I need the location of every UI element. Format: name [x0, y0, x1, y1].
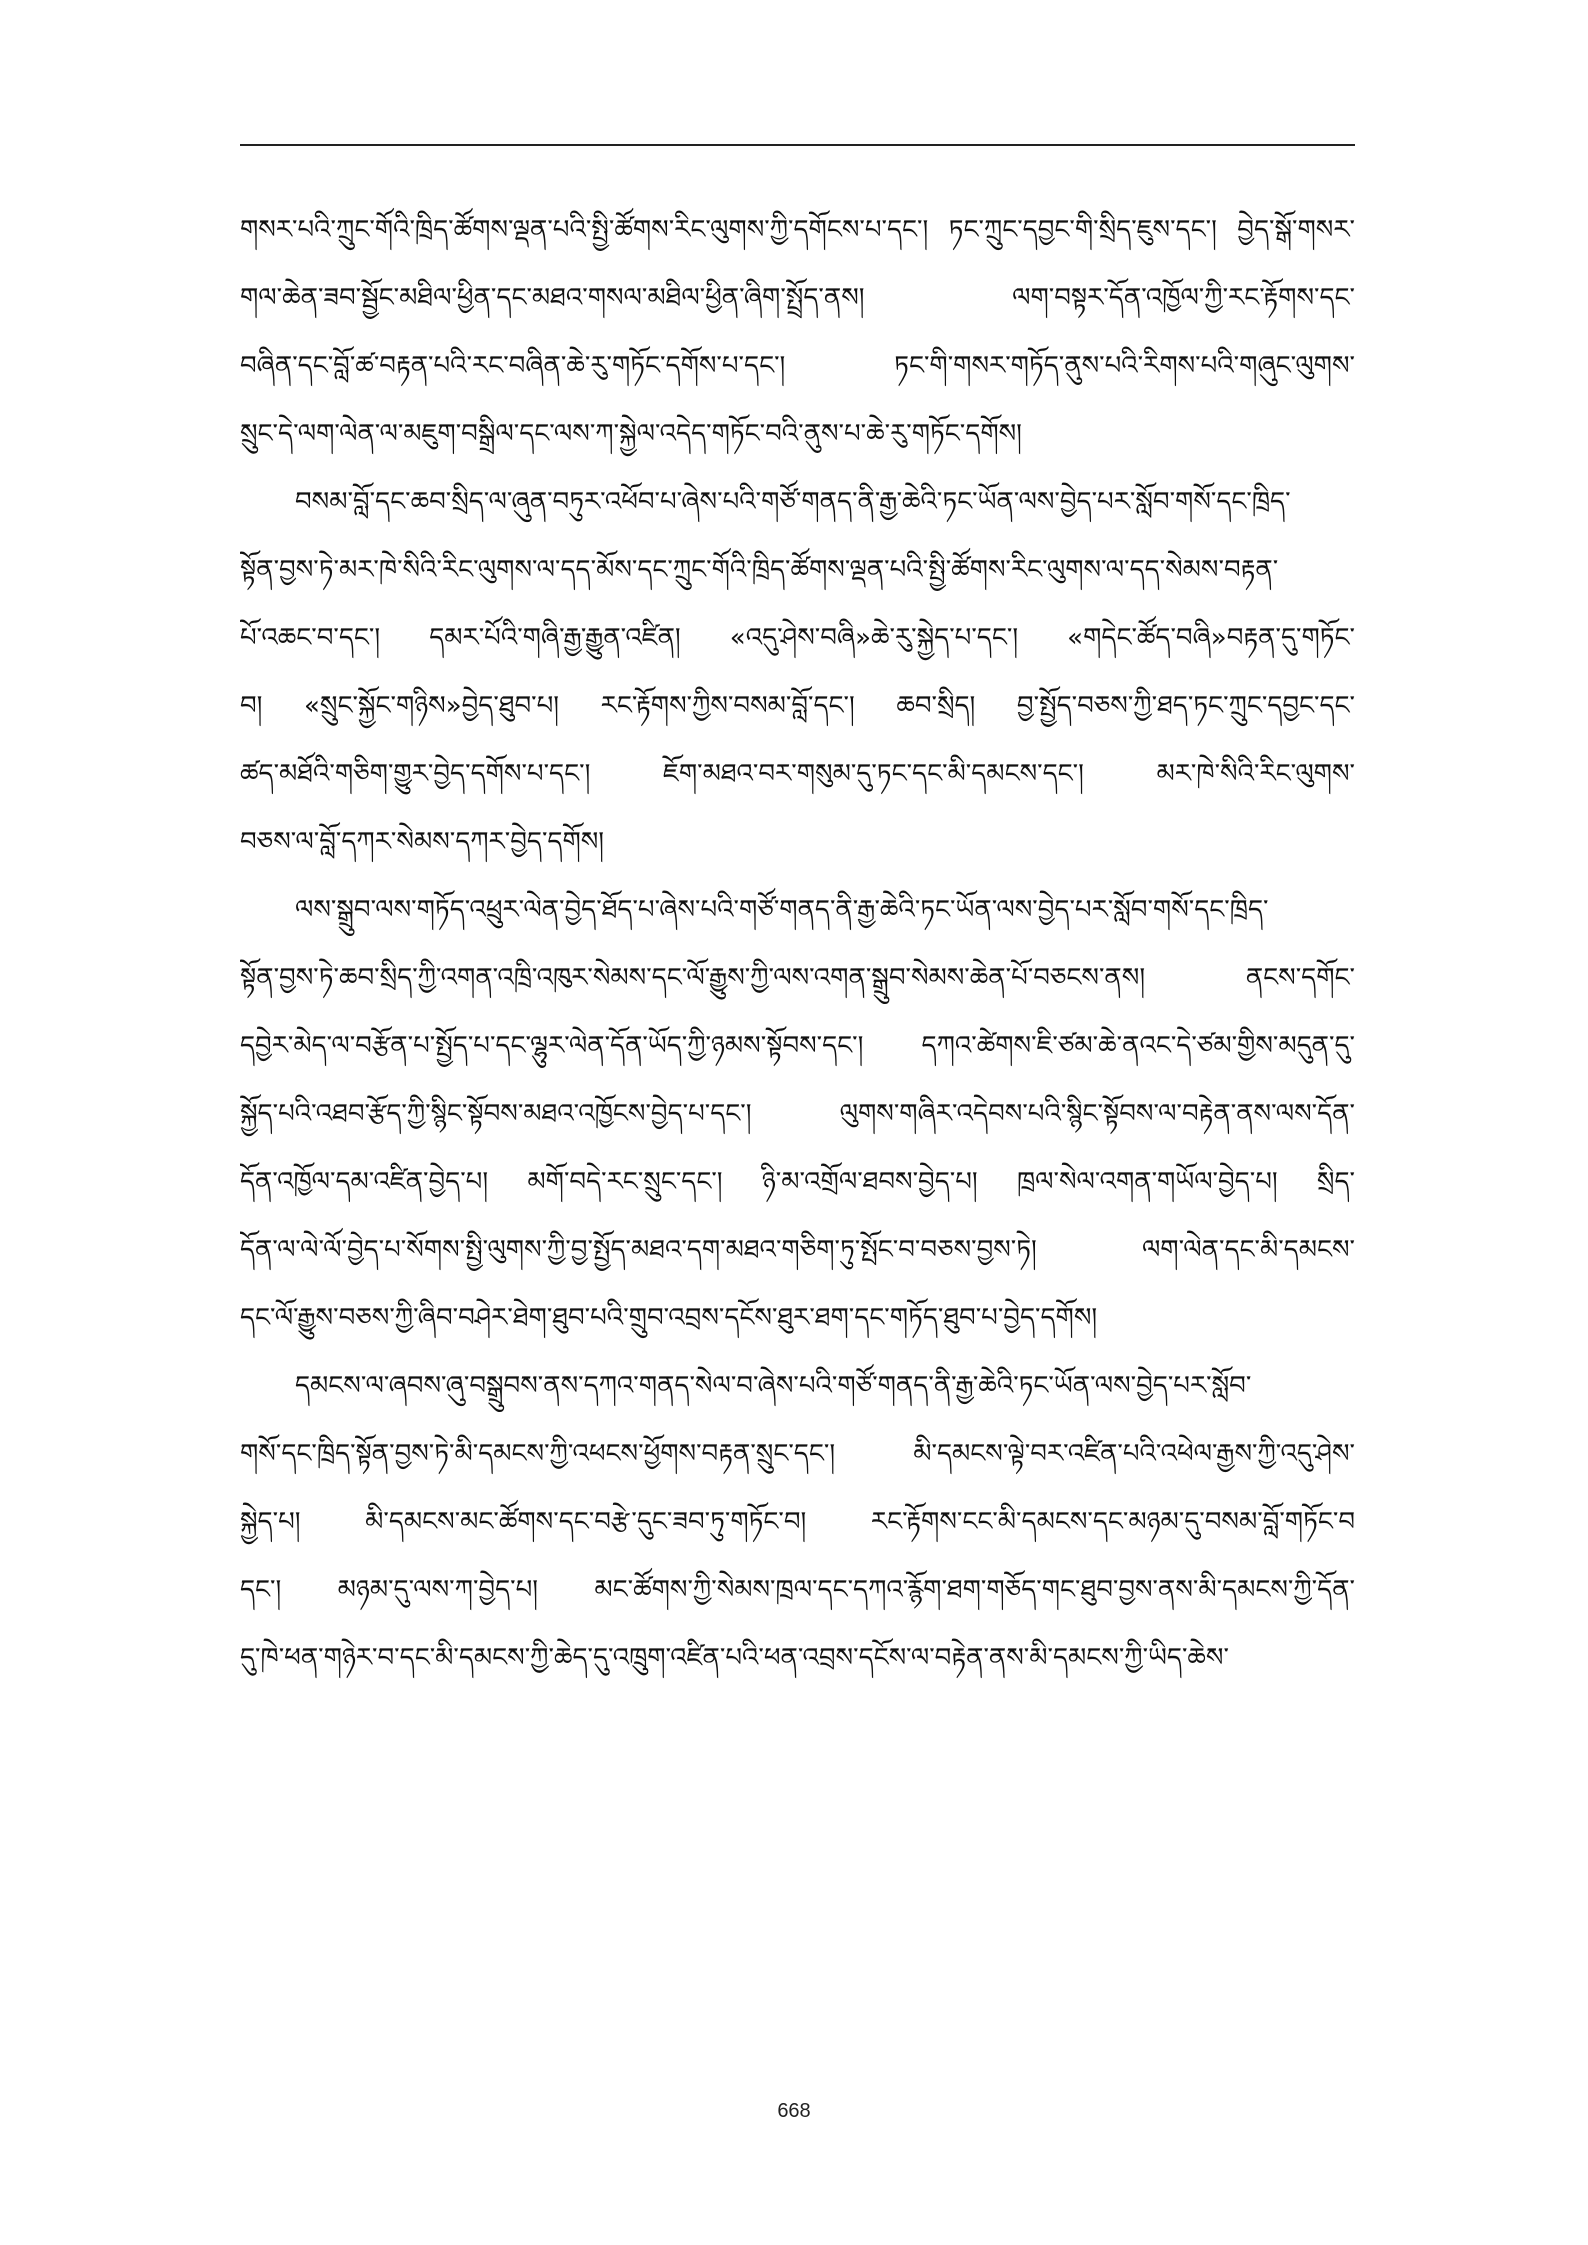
text-line: སྟོན་བྱས་ཏེ་ཆབ་སྲིད་ཀྱི་འགན་འཁྲི་འཁུར་སེམས་དང་ལོ་རྒྱུས་ཀྱི་ལས་འགན་སྒྲུབ་སེམས་ཆེན་པོ་བཅངས་ནས། ནངས་དགོང་ [240, 963, 1355, 993]
text-line: སྟོན་བྱས་ཏེ་མར་ཁེ་སིའི་རིང་ལུགས་ལ་དད་མོས་དང་ཀྲུང་གོའི་ཁྲིད་ཚོགས་ལྡན་པའི་སྤྱི་ཚོགས་རིང་ལུགས་ལ་དད་སེམས་བརྟན་ [240, 555, 1279, 585]
text-line: གལ་ཆེན་ཟབ་སྦྱོང་མཐིལ་ཕྱིན་དང་མཐའ་གསལ་མཐིལ་ཕྱིན་ཞིག་སྤྲོད་ནས། ལག་བསྟར་དོན་འཁྱོལ་ཀྱི་རང་རྟོགས་དང་ [240, 283, 1355, 313]
text-line: བཞིན་དང་བློ་ཚ་བརྟན་པའི་རང་བཞིན་ཆེ་རུ་གཏོང་དགོས་པ་དང་། ཏང་གི་གསར་གཏོད་ནུས་པའི་རིགས་པའི་གཞུང་ལུགས་ [240, 351, 1355, 381]
paragraph-3 [240, 876, 1355, 1352]
header-rule [240, 144, 1355, 146]
page-number: 668 [777, 2100, 811, 2122]
text-line: དུ་ཁེ་ཕན་གཉེར་བ་དང་མི་དམངས་ཀྱི་ཆེད་དུ་འཁྲུག་འཛིན་པའི་ཕན་འབྲས་དངོས་ལ་བརྟེན་ནས་མི་དམངས་ཀྱི་ཡིད་ཆེས་ [240, 1643, 1229, 1673]
text-line: དང་། མཉམ་དུ་ལས་ཀ་བྱེད་པ། མང་ཚོགས་ཀྱི་སེམས་ཁྲལ་དང་དཀའ་རྙོག་ཐག་གཅོད་གང་ཐུབ་བྱས་ནས་མི་དམངས་ཀྱི་དོན་ [240, 1575, 1355, 1605]
paragraph-4 [240, 1352, 1355, 1692]
text-line: དོན་ལ་ལེ་ལོ་བྱེད་པ་སོགས་སྤྱི་ལུགས་ཀྱི་བྱ་སྤྱོད་མཐའ་དག་མཐའ་གཅིག་ཏུ་སྤོང་བ་བཅས་བྱས་ཏེ། ལག་ལེན་དང་མི་དམངས་ [240, 1235, 1355, 1265]
text-line: བ། «སྲུང་སྐྱོང་གཉིས»བྱེད་ཐུབ་པ། རང་རྟོགས་ཀྱིས་བསམ་བློ་དང་། ཆབ་སྲིད། བྱ་སྤྱོད་བཅས་ཀྱི་ཐད་ཏང་ཀྲུང་དབྱང་དང་ [240, 691, 1355, 721]
text-line: སྐྱེད་པ། མི་དམངས་མང་ཚོགས་དང་བརྩེ་དུང་ཟབ་ཏུ་གཏོང་བ། རང་རྟོགས་ངང་མི་དམངས་དང་མཉམ་དུ་བསམ་བློ་གཏོང་བ [240, 1507, 1355, 1537]
text-line: པོ་འཆང་བ་དང་། དམར་པོའི་གཞི་རྒྱ་རྒྱུན་འཛིན། «འདུ་ཤེས་བཞི»ཆེ་རུ་སྐྱེད་པ་དང་། «གདེང་ཚོད་བཞི»བརྟན་དུ་གཏོང་ [240, 623, 1355, 653]
text-line: དབྱེར་མེད་ལ་བརྩོན་པ་སྤྱོད་པ་དང་ལྷུར་ལེན་དོན་ཡོད་ཀྱི་ཉམས་སྟོབས་དང་། དཀའ་ཚེགས་ཇི་ཙམ་ཆེ་ནའང་དེ་ཙམ་གྱིས་མདུན་དུ་ [240, 1031, 1355, 1061]
text-line: སྲུང་དེ་ལག་ལེན་ལ་མཇུག་བསྒྲིལ་དང་ལས་ཀ་སྐྱེལ་འདེད་གཏོང་བའི་ནུས་པ་ཆེ་རུ་གཏོང་དགོས། [240, 419, 1022, 449]
text-line: སྐྱོད་པའི་འཐབ་རྩོད་ཀྱི་སྙིང་སྟོབས་མཐའ་འཁྱོངས་བྱེད་པ་དང་། ལུགས་གཞིར་འདེབས་པའི་སྙིང་སྟོབས་ལ་བརྟེན་ནས་ལས་དོན་ [240, 1099, 1355, 1129]
text-line: དོན་འཁྱོལ་དམ་འཛིན་བྱེད་པ། མགོ་བདེ་རང་སྲུང་དང་། ཉི་མ་འགྲོལ་ཐབས་བྱེད་པ། ཁྲལ་སེལ་འགན་གཡོལ་བྱེད་པ། སྲིད་ [240, 1167, 1355, 1197]
paragraph-2 [240, 468, 1355, 876]
text-line: དམངས་ལ་ཞབས་ཞུ་བསྒྲུབས་ནས་དཀའ་གནད་སེལ་བ་ཞེས་པའི་གཙོ་གནད་ནི་རྒྱ་ཆེའི་ཏང་ཡོན་ལས་བྱེད་པར་སློབ་ [295, 1371, 1252, 1401]
text-line: དང་ལོ་རྒྱུས་བཅས་ཀྱི་ཞིབ་བཤེར་ཐེག་ཐུབ་པའི་གྲུབ་འབྲས་དངོས་ཐུར་ཐག་དང་གཏོད་ཐུབ་པ་བྱེད་དགོས། [240, 1303, 1098, 1333]
text-line: བསམ་བློ་དང་ཆབ་སྲིད་ལ་ཞུན་བཏུར་འཕོབ་པ་ཞེས་པའི་གཙོ་གནད་ནི་རྒྱ་ཆེའི་ཏང་ཡོན་ལས་བྱེད་པར་སློབ་གསོ་དང་ཁྲིད་ [295, 487, 1291, 517]
paragraph-1 [240, 196, 1355, 468]
body-text [240, 196, 1355, 1692]
text-line: གསར་པའི་ཀྲུང་གོའི་ཁྲིད་ཚོགས་ལྡན་པའི་སྤྱི་ཚོགས་རིང་ལུགས་ཀྱི་དགོངས་པ་དང་། ཏང་ཀྲུང་དབྱང་གི་སྲིད་ཇུས་དང་། བྱེད་སྒོ་གསར་ [240, 215, 1355, 245]
text-line: བཅས་ལ་བློ་དཀར་སེམས་དཀར་བྱེད་དགོས། [240, 827, 605, 857]
text-line: གསོ་དང་ཁྲིད་སྟོན་བྱས་ཏེ་མི་དམངས་ཀྱི་འཕངས་ཕྱོགས་བརྟན་སྲུང་དང་། མི་དམངས་ལྟེ་བར་འཛིན་པའི་འཕེལ་རྒྱས་ཀྱི་འདུ་ཤེས་ [240, 1439, 1355, 1469]
text-line: ལས་སྒྲུབ་ལས་གཏོད་འཕྲུར་ལེན་བྱེད་ཐོད་པ་ཞེས་པའི་གཙོ་གནད་ནི་རྒྱ་ཆེའི་ཏང་ཡོན་ལས་བྱེད་པར་སློབ་གསོ་དང་ཁྲིད་ [295, 895, 1269, 925]
text-line: ཚད་མཐོའི་གཅིག་གྱུར་བྱེད་དགོས་པ་དང་། ཇོག་མཐའ་བར་གསུམ་དུ་ཏང་དང་མི་དམངས་དང་། མར་ཁེ་སིའི་རིང་ལུགས་ [240, 759, 1355, 789]
